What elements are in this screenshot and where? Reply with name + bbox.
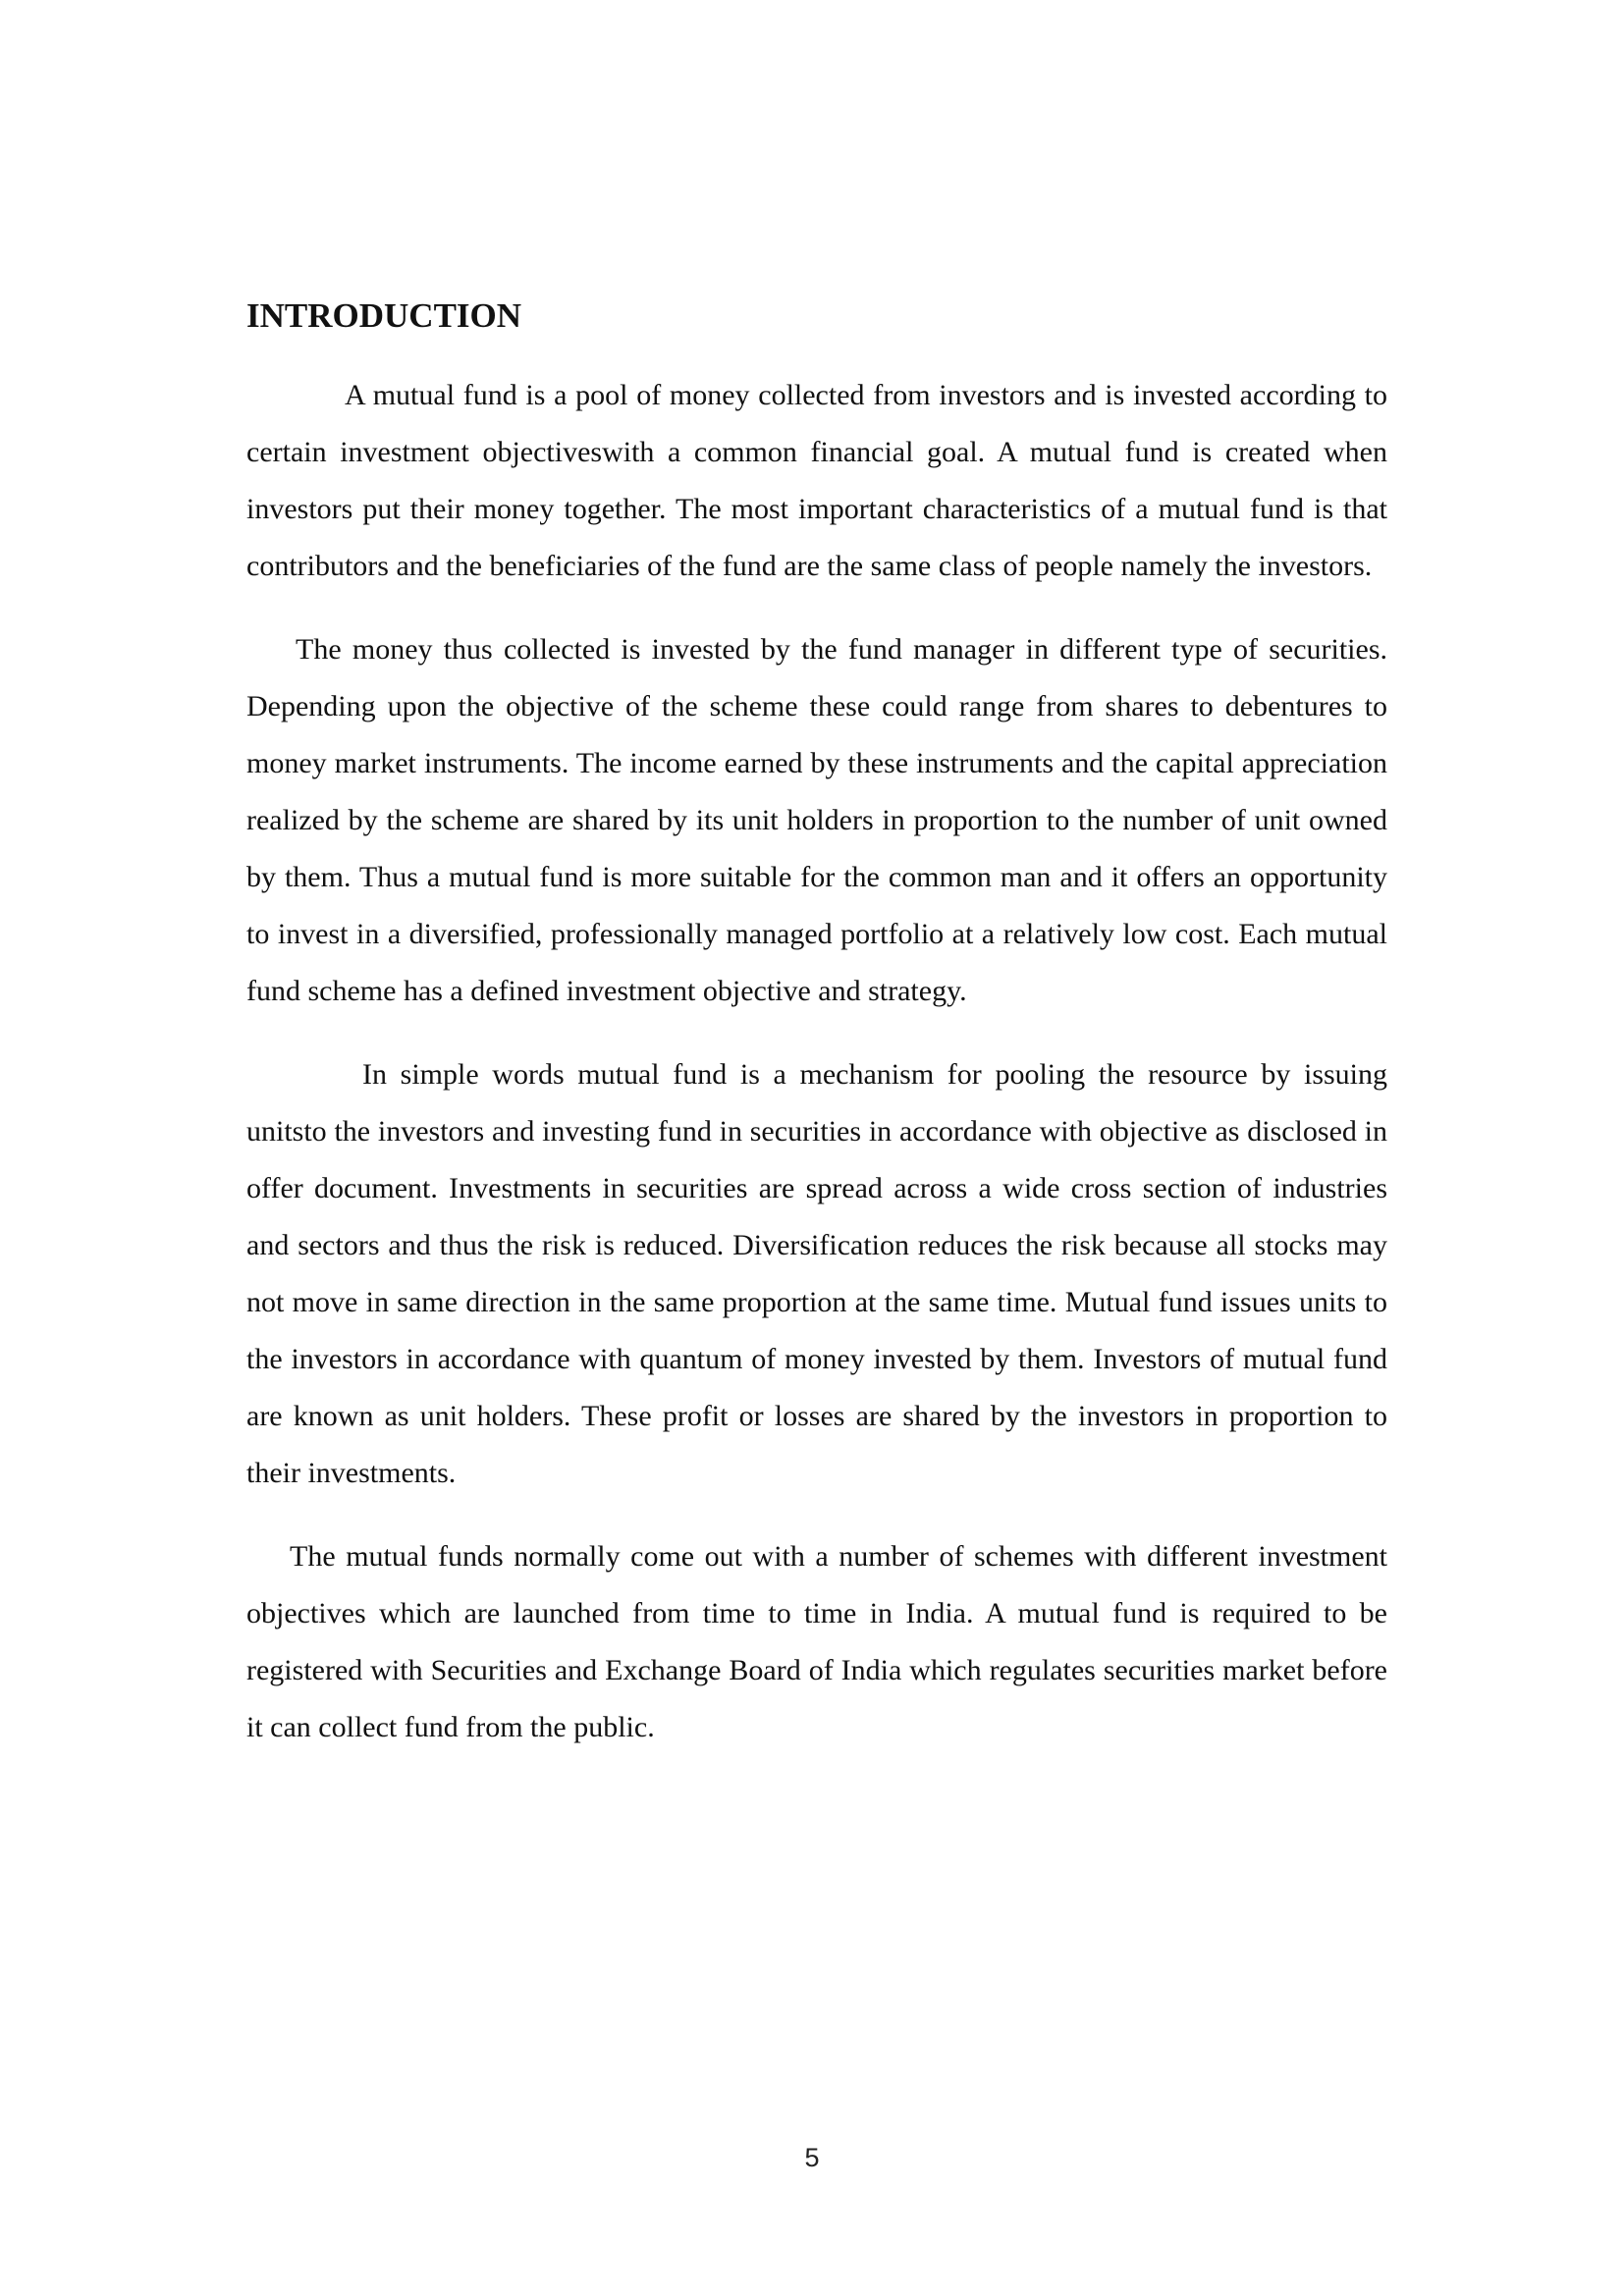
paragraph-investment: The money thus collected is invested by the fund manager in different type of securities. Depending upon the objective of the scheme these could range from shares to debentures to money market instruments. The income earned by these instruments and the capital appreciation realized by the scheme are shared by its unit holders in proportion to the number of unit owned by them. Thus a mutual fund is more suitable for the common man and it offers an opportunity to invest in a diversified, professionally managed portfolio at a relatively low cost. Each mutual fund scheme has a defined investment objective and strategy.: [246, 633, 1387, 1007]
paragraph-definition: A mutual fund is a pool of money collected from investors and is invested according to certain investment objectiveswith a common financial goal. A mutual fund is created when investors put their money together. The most important characteristics of a mutual fund is that contributors and the beneficiaries of the fund are the same class of people namely the investors.: [246, 379, 1387, 582]
section-heading: INTRODUCTION: [246, 296, 522, 335]
page-content: [246, 291, 1387, 1756]
paragraph-mechanism: In simple words mutual fund is a mechanism for pooling the resource by issuing unitsto the investors and investing fund in securities in accordance with objective as disclosed in offer document. Investments in securities are spread across a wide cross section of industries and sectors and thus the risk is reduced. Diversification reduces the risk because all stocks may not move in same direction in the same proportion at the same time. Mutual fund issues units to the investors in accordance with quantum of money invested by them. Investors of mutual fund are known as unit holders. These profit or losses are shared by the investors in proportion to their investments.: [246, 1058, 1387, 1489]
page-number: 5: [804, 2143, 820, 2172]
paragraph-registration: The mutual funds normally come out with a number of schemes with different investment objectives which are launched from time to time in India. A mutual fund is required to be registered with Securities and Exchange Board of India which regulates securities market before it can collect fund from the public.: [246, 1540, 1387, 1743]
